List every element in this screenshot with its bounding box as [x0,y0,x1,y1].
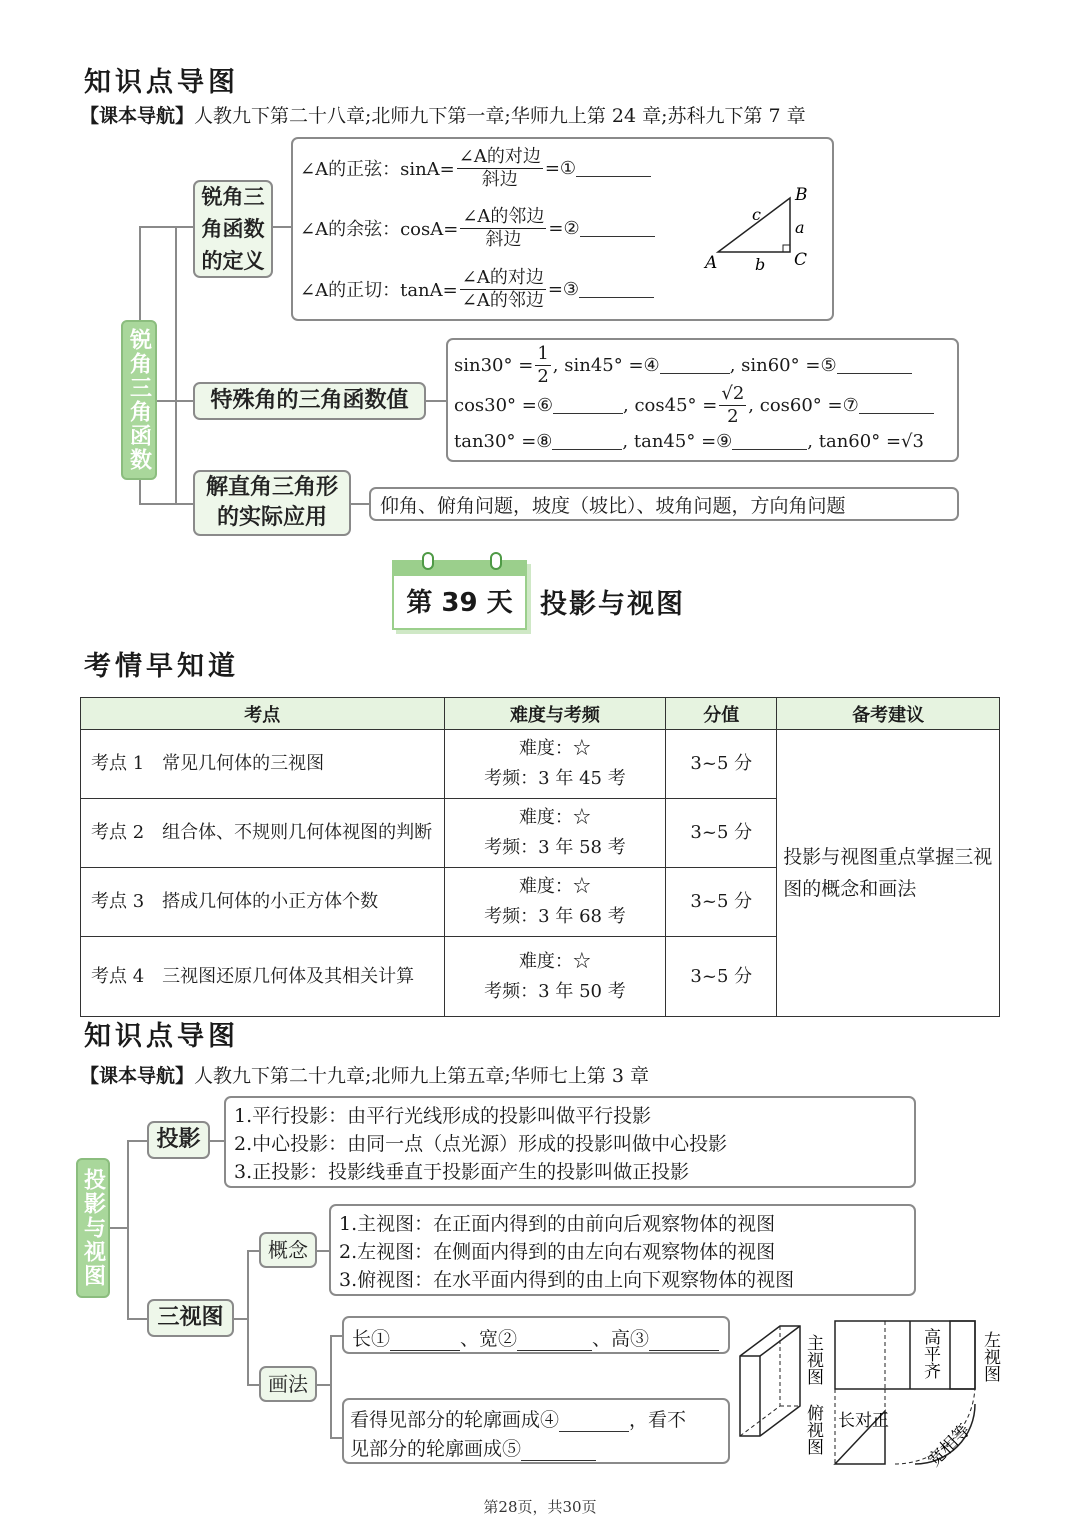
label-A: A [705,253,718,273]
label-wide: 宽相等 [924,1420,975,1471]
th-advice: 备考建议 [777,698,1000,730]
sub-concept: 概念 [259,1232,317,1268]
branch-definition: 锐角三角函数的定义 [193,180,273,278]
day-label: 第 39 天 [406,588,513,618]
day-title: 投影与视图 [540,589,685,620]
day-card [392,560,527,630]
special-row1: sin30° = $\frac{1}{2}$ , sin45° =④ , sin60° =⑤ [454,343,912,387]
label-c: c [752,205,761,224]
section1-nav: 【课本导航】人教九下第二十八章;北师九下第一章;华师九上第 24 章;苏科九下第 7 章 [80,105,806,127]
label-high: 高平齐 [920,1328,940,1379]
th-difficulty: 难度与考频 [444,698,666,730]
three-views-figure [735,1316,1010,1471]
label-long: 长对正 [838,1411,889,1431]
root-projection: 投影与视图 [76,1158,110,1298]
th-point: 考点 [81,698,445,730]
label-b: b [755,255,766,274]
exam-table [80,697,1000,1017]
def-cos: ∠A的余弦：cosA= $\frac{\text{∠A的邻边}}{\text{斜边}}$ =② [300,202,655,254]
section1-title: 知识点导图 [80,58,243,101]
label-a: a [795,218,805,237]
section3-title: 知识点导图 [80,1012,243,1055]
branch-application: 解直角三角形的实际应用 [193,470,351,536]
root-trig: 锐角三角函数 [121,320,157,480]
branch-special: 特殊角的三角函数值 [193,382,426,420]
special-row2: cos30° =⑥ , cos45° = $\frac{√2}{2}$ , cos60° =⑦ [454,383,934,427]
proj-line-2: 2.中心投影：由同一点（点光源）形成的投影叫做中心投影 [234,1133,728,1155]
page-footer: 第28页，共30页 [483,1498,597,1516]
sub-drawing: 画法 [259,1366,317,1402]
branch-three-views: 三视图 [147,1299,234,1337]
label-main-view: 主视图 [803,1334,823,1385]
table-row: 考点 2 组合体、不规则几何体视图的判断 难度：☆ 考频：3 年 58 考 3~5 分 [81,799,1000,868]
line-style-text-2: 见部分的轮廓画成⑤ [350,1434,596,1461]
section2-title: 考情早知道 [80,642,243,685]
table-row: 考点 1 常见几何体的三视图 难度：☆ 考频：3 年 45 考 3~5 分 投影与视图重点掌握三视图的概念和画法 [81,730,1000,799]
label-C: C [794,250,808,270]
label-B: B [795,185,808,205]
concept-line-1: 1.主视图：在正面内得到的由前向后观察物体的视图 [339,1213,776,1235]
label-top-view: 俯视图 [803,1404,823,1455]
section3-nav: 【课本导航】人教九下第二十九章;北师九上第五章;华师七上第 3 章 [80,1065,649,1087]
application-text: 仰角、俯角问题，坡度（坡比）、坡角问题，方向角问题 [380,495,846,517]
dimension-text: 长① 、宽② 、高③ [352,1324,719,1351]
def-tan: ∠A的正切：tanA= $\frac{\text{∠A的对边}}{\text{∠A的邻边}}$ =③ [300,263,654,315]
line-style-text-1: 看得见部分的轮廓画成④ ，看不 [350,1409,687,1431]
right-triangle-figure [700,180,820,275]
table-row: 考点 4 三视图还原几何体及其相关计算 难度：☆ 考频：3 年 50 考 3~5 分 [81,937,1000,1017]
advice-cell: 投影与视图重点掌握三视图的概念和画法 [777,730,1000,1017]
concept-line-2: 2.左视图：在侧面内得到的由左向右观察物体的视图 [339,1241,776,1263]
branch-projection: 投影 [147,1121,210,1159]
table-row: 考点 3 搭成几何体的小正方体个数 难度：☆ 考频：3 年 68 考 3~5 分 [81,868,1000,937]
proj-line-3: 3.正投影：投影线垂直于投影面产生的投影叫做正投影 [234,1161,690,1183]
concept-line-3: 3.俯视图：在水平面内得到的由上向下观察物体的视图 [339,1269,795,1291]
proj-line-1: 1.平行投影：由平行光线形成的投影叫做平行投影 [234,1105,652,1127]
label-left-view: 左视图 [980,1331,1000,1382]
def-sin: ∠A的正弦：sinA= $\frac{\text{∠A的对边}}{\text{斜边}}$ =① [300,142,651,194]
special-row3: tan30° =⑧ , tan45° =⑨ , tan60° =√3 [454,430,924,452]
th-score: 分值 [666,698,777,730]
